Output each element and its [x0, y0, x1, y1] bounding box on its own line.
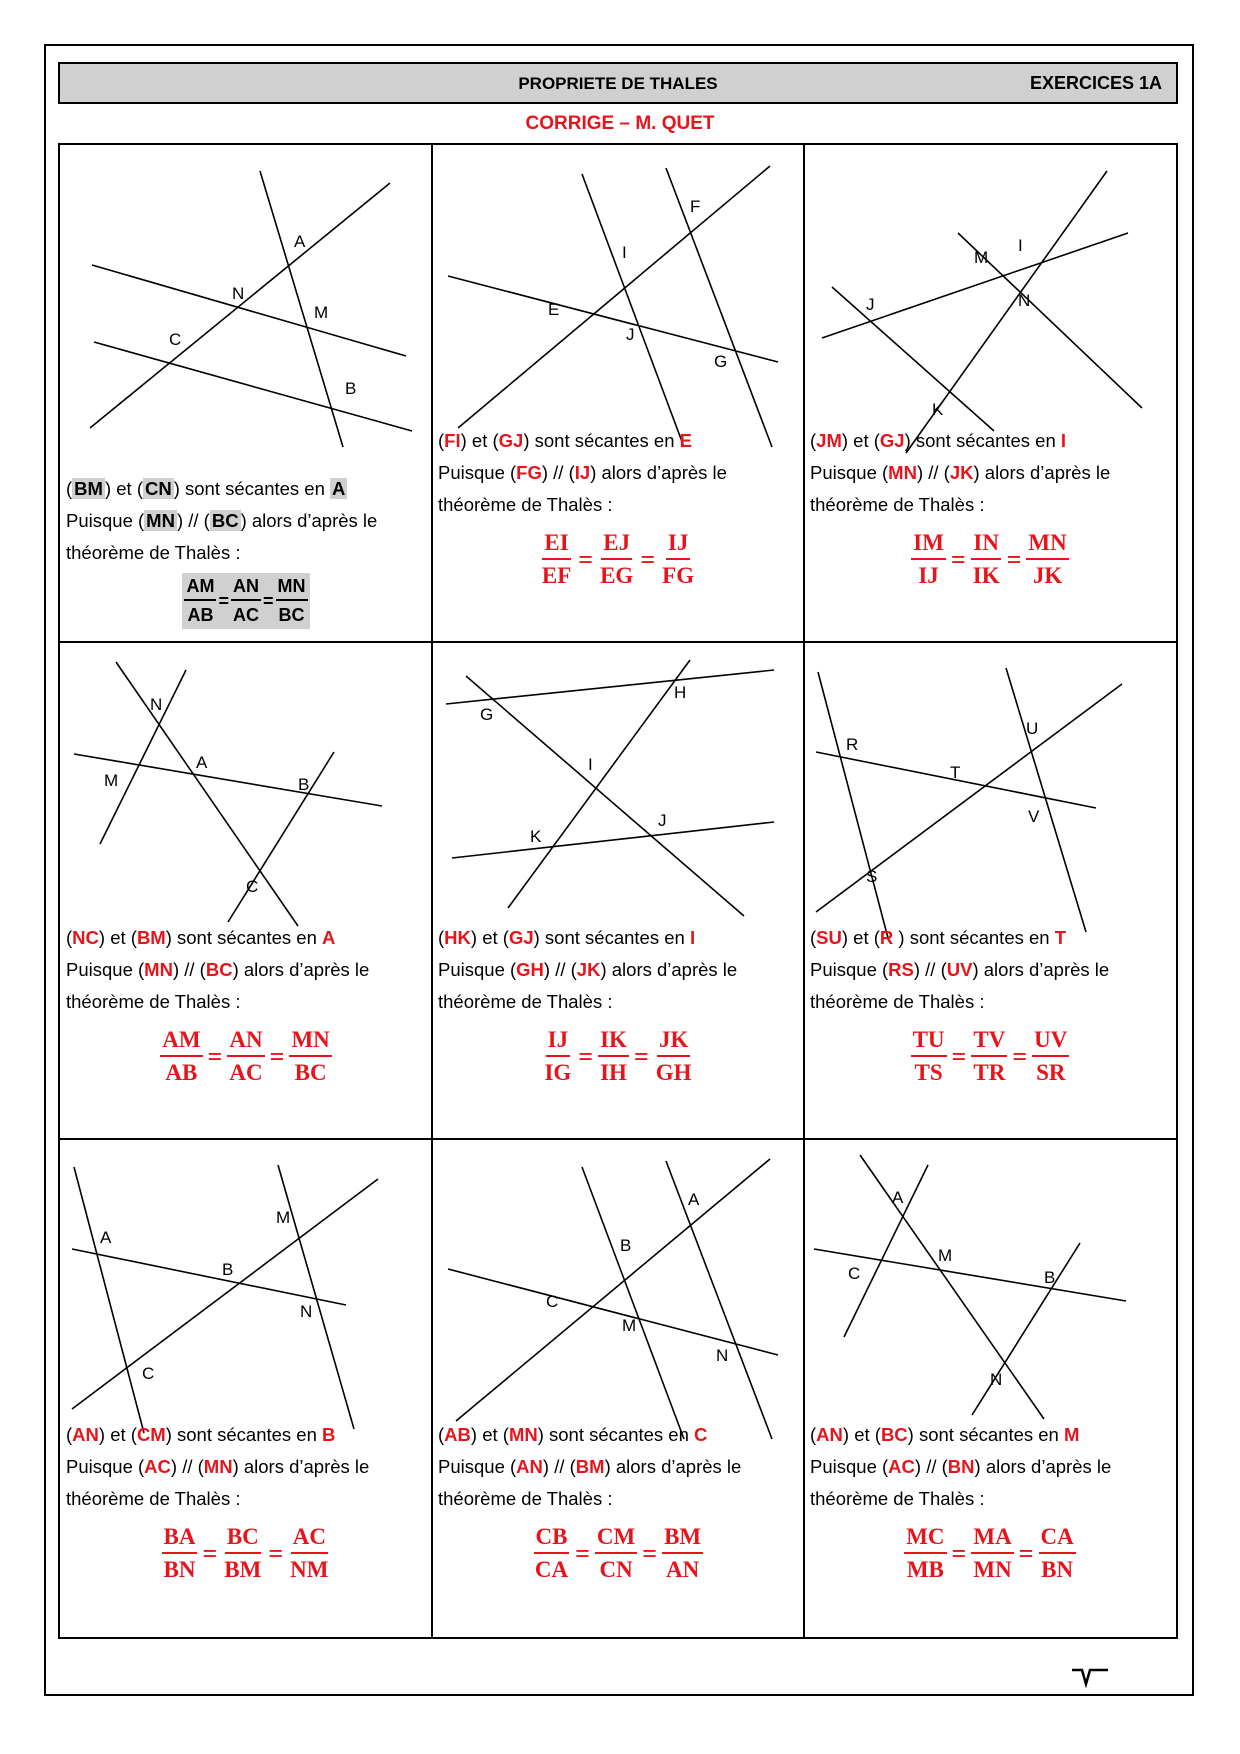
point-label: A — [688, 1190, 700, 1209]
thales-formula-6: $\frac{TU}{TS}$ = $\frac{TV}{TR}$ = $\frac{UV}{SR}$ — [912, 1027, 1068, 1085]
point-label: E — [548, 300, 560, 319]
point-label: N — [150, 695, 163, 714]
point-label: B — [222, 1260, 234, 1279]
exercise-text-7: (AN) et (CM) sont sécantes en B Puisque (AC) // (MN) alors d’après le théorème de Thalès : — [66, 1424, 370, 1509]
thales-formula-7: $\frac{BA}{BN}$ = $\frac{BC}{BM}$ = $\frac{AC}{NM}$ — [163, 1524, 329, 1582]
thales-figure-9 — [804, 1139, 1176, 1459]
thales-figure-5 — [432, 642, 804, 962]
point-label: J — [626, 325, 635, 344]
point-label: K — [530, 827, 542, 846]
point-label: A — [196, 753, 208, 772]
exercise-text-8: (AB) et (MN) sont sécantes en C Puisque (AN) // (BM) alors d’après le théorème de Thalès : — [438, 1424, 742, 1509]
point-label: A — [892, 1188, 904, 1207]
exercise-cell-6 — [804, 642, 1176, 1139]
point-label: H — [674, 683, 687, 702]
point-label: I — [1018, 236, 1023, 255]
thales-figure-1 — [60, 145, 432, 465]
point-label: M — [622, 1316, 637, 1335]
point-label: C — [169, 330, 182, 349]
text-line-3: théorème de Thalès : — [66, 542, 241, 563]
point-label: I — [588, 755, 593, 774]
point-label: M — [938, 1246, 953, 1265]
point-label: M — [104, 771, 119, 790]
thales-formula-1: $\frac{AM}{AB}$ = $\frac{AN}{AC}$ = $\frac{MN}{BC}$ — [60, 573, 432, 629]
thales-formula-8: $\frac{CB}{CA}$ = $\frac{CM}{CN}$ = $\frac{BM}{AN}$ — [534, 1524, 702, 1582]
point-label: J — [866, 295, 875, 314]
corrige-subtitle: CORRIGE – M. QUET — [525, 113, 715, 134]
text-line-2: Puisque ( MN ) // ( BC ) alors d’après le — [66, 510, 378, 531]
point-label: N — [232, 284, 245, 303]
point-label: I — [622, 243, 627, 262]
thales-figure-3 — [804, 145, 1176, 465]
exercise-cell-4 — [60, 642, 432, 1139]
point-label: G — [714, 352, 728, 371]
exercise-text-5: (HK) et (GJ) sont sécantes en I Puisque (GH) // (JK) alors d’après le théorème de Thalès : — [438, 927, 738, 1012]
point-label: T — [950, 763, 961, 782]
point-label: J — [658, 811, 667, 830]
point-label: B — [298, 775, 310, 794]
point-label: C — [246, 877, 259, 896]
thales-figure-4 — [60, 642, 432, 962]
point-label: R — [846, 735, 859, 754]
point-label: B — [345, 379, 357, 398]
exercise-text-2: (FI) et (GJ) sont sécantes en E Puisque (FG) // (IJ) alors d’après le théorème de Thalès : — [438, 430, 727, 515]
exercise-text-4: (NC) et (BM) sont sécantes en A Puisque (MN) // (BC) alors d’après le théorème de Thalès : — [66, 927, 370, 1012]
point-label: M — [276, 1208, 291, 1227]
exercise-number: EXERCICES 1A — [1029, 73, 1162, 93]
header-title: PROPRIETE DE THALES — [518, 74, 718, 93]
thales-figure-2 — [432, 145, 804, 465]
thales-formula-5: $\frac{IJ}{IG}$ = $\frac{IK}{IH}$ = $\frac{JK}{GH}$ — [544, 1027, 692, 1085]
point-label: C — [142, 1364, 155, 1383]
point-label: S — [866, 867, 878, 886]
page-corner-mark — [1072, 1668, 1112, 1692]
thales-formula-2: $\frac{EI}{EF}$ = $\frac{EJ}{EG}$ = $\frac{IJ}{FG}$ — [541, 530, 695, 588]
exercise-text-6: (SU) et (R ) sont sécantes en T Puisque (RS) // (UV) alors d’après le théorème de Thalès : — [810, 927, 1110, 1012]
point-label: M — [974, 248, 989, 267]
point-label: C — [546, 1292, 559, 1311]
header-bar — [58, 62, 1178, 104]
thales-figure-8 — [432, 1139, 804, 1459]
point-label: A — [100, 1228, 112, 1247]
point-label: B — [1044, 1268, 1056, 1287]
thales-formula-9: $\frac{MC}{MB}$ = $\frac{MA}{MN}$ = $\frac{CA}{BN}$ — [906, 1524, 1074, 1582]
thales-formula-3: $\frac{IM}{IJ}$ = $\frac{IN}{IK}$ = $\frac{MN}{JK}$ — [913, 530, 1067, 588]
point-label: A — [294, 232, 306, 251]
point-label: B — [620, 1236, 632, 1255]
point-label: N — [716, 1346, 729, 1365]
exercise-cell-1 — [60, 145, 432, 642]
point-label: F — [690, 197, 701, 216]
point-label: C — [848, 1264, 861, 1283]
thales-figure-6 — [804, 642, 1176, 962]
thales-figure-7 — [60, 1139, 432, 1459]
point-label: V — [1028, 807, 1040, 826]
point-label: K — [932, 400, 944, 419]
point-label: U — [1026, 719, 1039, 738]
text-line-1: ( BM ) et ( CN ) sont sécantes en A — [66, 478, 346, 499]
exercise-cell-2 — [432, 145, 804, 642]
point-label: N — [1018, 291, 1031, 310]
exercise-text-3: (JM) et (GJ) sont sécantes en I Puisque (MN) // (JK) alors d’après le théorème de Thalès : — [810, 430, 1111, 515]
exercise-cell-9 — [804, 1139, 1176, 1635]
thales-formula-4: $\frac{AM}{AB}$ = $\frac{AN}{AC}$ = $\frac{MN}{BC}$ — [162, 1027, 330, 1085]
exercise-grid — [58, 143, 1178, 1639]
exercise-text-1 — [66, 473, 426, 569]
point-label: N — [300, 1302, 313, 1321]
exercise-cell-3 — [804, 145, 1176, 642]
exercise-cell-5 — [432, 642, 804, 1139]
exercise-cell-8 — [432, 1139, 804, 1635]
exercise-text-9: (AN) et (BC) sont sécantes en M Puisque (AC) // (BN) alors d’après le théorème de Thalès : — [810, 1424, 1112, 1509]
exercise-cell-7 — [60, 1139, 432, 1635]
point-label: M — [314, 303, 329, 322]
point-label: G — [480, 705, 494, 724]
point-label: N — [990, 1370, 1003, 1389]
